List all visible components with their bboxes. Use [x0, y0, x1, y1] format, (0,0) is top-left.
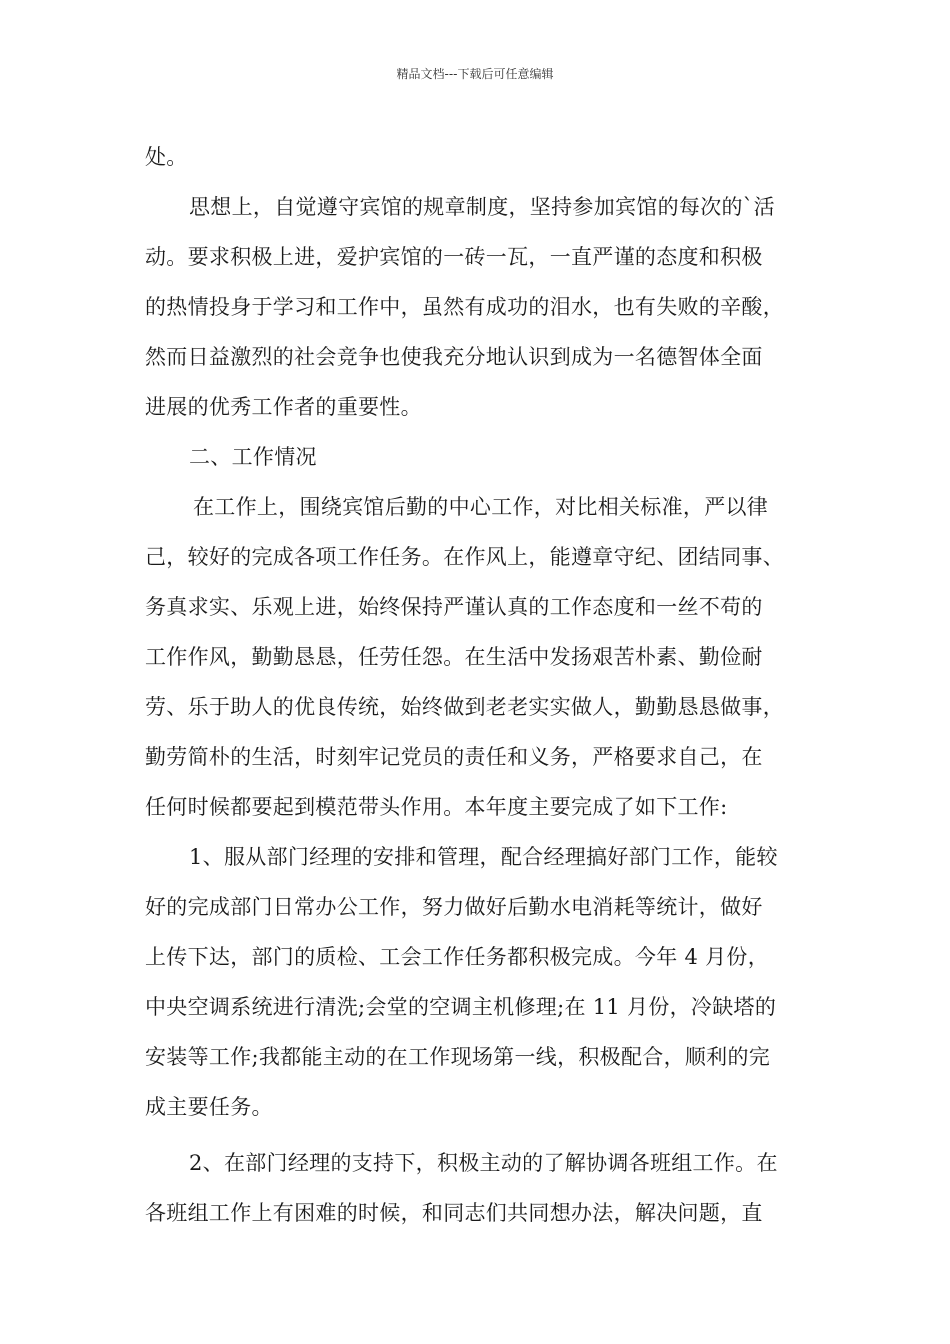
text-line: 己，较好的完成各项工作任务。在作风上，能遵章守纪、团结同事、	[145, 545, 784, 569]
text-line: 务真求实、乐观上进，始终保持严谨认真的工作态度和一丝不苟的	[145, 595, 763, 619]
paragraph-continuation	[145, 132, 815, 182]
page-header: 精品文档---下载后可任意编辑	[396, 67, 554, 81]
paragraph-ideology	[145, 182, 815, 432]
document-body	[145, 132, 815, 1238]
text-line: 进展的优秀工作者的重要性。	[145, 395, 422, 419]
heading-work-status: 二、工作情况	[189, 445, 317, 469]
text-line: 任何时候都要起到模范带头作用。本年度主要完成了如下工作:	[145, 795, 728, 819]
text-line: 的热情投身于学习和工作中，虽然有成功的泪水，也有失败的辛酸，	[145, 295, 784, 319]
text-line: 思想上，自觉遵守宾馆的规章制度，坚持参加宾馆的每次的`活	[189, 195, 775, 219]
text-line: 上传下达，部门的质检、工会工作任务都积极完成。今年 4 月份，	[145, 945, 770, 969]
text-line: 1、服从部门经理的安排和管理，配合经理搞好部门工作，能较	[189, 845, 778, 869]
paragraph-item-2	[145, 1138, 815, 1238]
text-line: 动。要求积极上进，爱护宾馆的一砖一瓦，一直严谨的态度和积极	[145, 245, 763, 269]
text-line: 勤劳简朴的生活，时刻牢记党员的责任和义务，严格要求自己，在	[145, 745, 763, 769]
text-line: 安装等工作;我都能主动的在工作现场第一线，积极配合，顺利的完	[145, 1045, 771, 1069]
text-line: 工作作风，勤勤恳恳，任劳任怨。在生活中发扬艰苦朴素、勤俭耐	[145, 645, 763, 669]
section-heading	[145, 432, 815, 482]
text-line: 中央空调系统进行清洗;会堂的空调主机修理;在 11 月份，冷缺塔的	[145, 995, 777, 1019]
text-line: 好的完成部门日常办公工作，努力做好后勤水电消耗等统计，做好	[145, 895, 763, 919]
paragraph-item-1	[145, 832, 815, 1132]
text-line: 然而日益激烈的社会竞争也使我充分地认识到成为一名德智体全面	[145, 345, 763, 369]
paragraph-work	[145, 482, 815, 832]
text-line: 劳、乐于助人的优良传统，始终做到老老实实做人，勤勤恳恳做事，	[145, 695, 784, 719]
text-line: 在工作上，围绕宾馆后勤的中心工作，对比相关标准，严以律	[193, 495, 769, 519]
text-line: 成主要任务。	[145, 1095, 273, 1119]
text-line: 处。	[145, 145, 188, 169]
text-line: 各班组工作上有困难的时候，和同志们共同想办法，解决问题，直	[145, 1201, 763, 1225]
text-line: 2、在部门经理的支持下，积极主动的了解协调各班组工作。在	[189, 1151, 778, 1175]
